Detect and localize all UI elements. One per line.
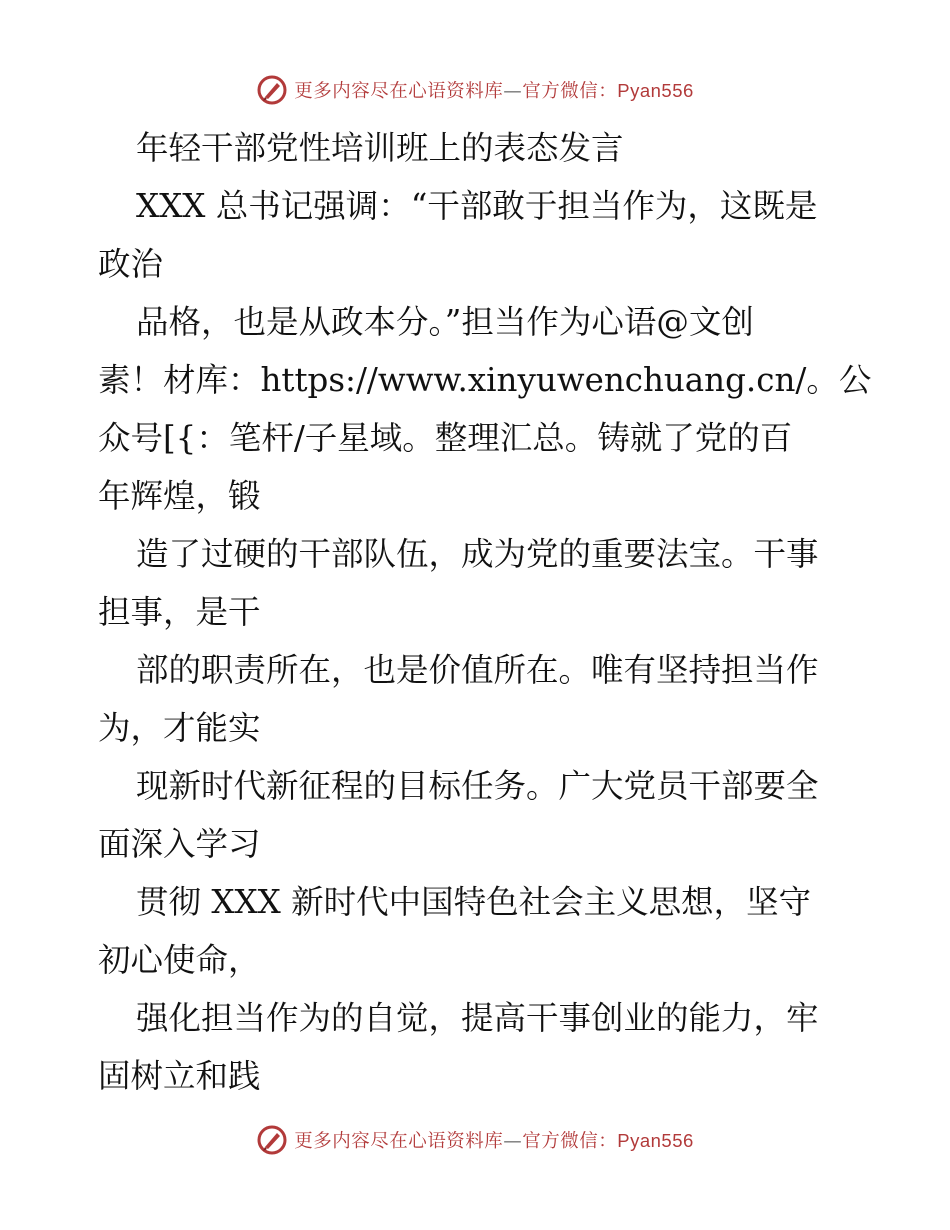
text-line: 担事，是干 [98, 593, 261, 631]
text-line: XXX 总书记强调：“干部敢于担当作为，这既是 [136, 187, 818, 225]
text-line: 政治 [98, 245, 164, 283]
watermark-text [294, 77, 694, 103]
text-line: 品格，也是从政本分。”担当作为心语@文创 [136, 303, 754, 341]
footer-watermark [0, 1120, 950, 1160]
watermark-wechat-id: Pyan556 [617, 1130, 694, 1151]
watermark-wechat-id: Pyan556 [617, 80, 694, 101]
text-line: 初心使命， [98, 941, 261, 979]
text-line: 部的职责所在，也是价值所在。唯有坚持担当作 [136, 651, 819, 689]
watermark-wechat-label: 官方微信： [522, 1131, 618, 1152]
text-line: 面深入学习 [98, 825, 261, 863]
text-line: 固树立和践 [98, 1057, 261, 1095]
text-line: 现新时代新征程的目标任务。广大党员干部要全 [136, 767, 819, 805]
watermark-brand: 更多内容尽在心语资料库 [294, 1131, 504, 1152]
watermark-brand: 更多内容尽在心语资料库 [294, 81, 504, 102]
text-line: 贯彻 XXX 新时代中国特色社会主义思想，坚守 [136, 883, 812, 921]
watermark-dash: — [503, 1131, 523, 1152]
watermark-wechat-label: 官方微信： [522, 81, 618, 102]
watermark-dash: — [503, 81, 523, 102]
text-line: 众号[{：笔杆/子星域。整理汇总。铸就了党的百 [98, 419, 793, 457]
pen-logo-icon [256, 74, 288, 106]
pen-logo-icon [256, 1124, 288, 1156]
watermark-text [294, 1127, 694, 1153]
document-body [98, 119, 872, 1105]
header-watermark [0, 70, 950, 110]
text-line: 素！材库：https://www.xinyuwenchuang.cn/。公 [98, 361, 872, 399]
text-line: 年辉煌，锻 [98, 477, 261, 515]
text-line: 年轻干部党性培训班上的表态发言 [136, 129, 624, 167]
text-line: 强化担当作为的自觉，提高干事创业的能力，牢 [136, 999, 819, 1037]
text-line: 为，才能实 [98, 709, 261, 747]
text-line: 造了过硬的干部队伍，成为党的重要法宝。干事 [136, 535, 819, 573]
